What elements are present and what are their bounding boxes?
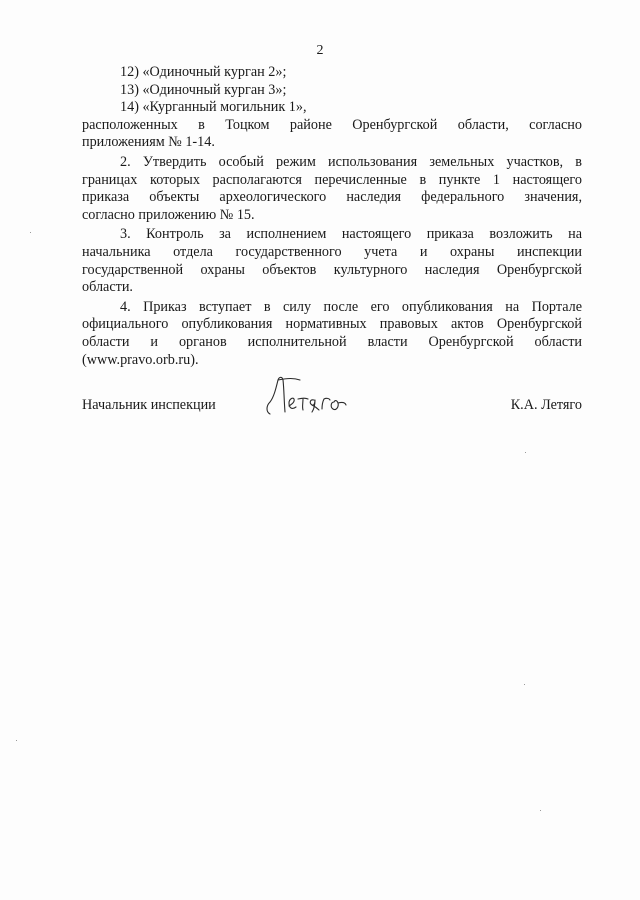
scan-speck [525, 452, 526, 453]
paragraph-2-line: 2. Утвердить особый режим использования земельных участков, в [120, 153, 582, 170]
scan-speck [524, 684, 525, 685]
paragraph-3-line: 3. Контроль за исполнением настоящего приказа возложить на [120, 226, 582, 243]
paragraph-4-line: области и органов исполнительной власти Оренбургской области [82, 333, 582, 350]
paragraph-4-line: официального опубликования нормативных правовых актов Оренбургской [82, 316, 582, 333]
scan-speck [16, 740, 17, 741]
scan-speck [30, 232, 31, 233]
paragraph-4-line: (www.pravo.orb.ru). [82, 351, 199, 368]
paragraph-3-line: начальника отдела государственного учета и охраны инспекции [82, 243, 582, 260]
page-number: 2 [316, 43, 324, 58]
paragraph-3-line: области. [82, 279, 133, 296]
scan-speck [540, 810, 541, 811]
location-line: расположенных в Тоцком районе Оренбургской области, согласно [82, 116, 582, 133]
paragraph-3-line: государственной охраны объектов культурного наследия Оренбургской [82, 261, 582, 278]
signature-row [82, 396, 582, 420]
location-line: приложениям № 1-14. [82, 134, 215, 151]
paragraph-2-line: границах которых располагаются перечисленные в пункте 1 настоящего [82, 171, 582, 188]
list-item: 13) «Одиночный курган 3»; [120, 81, 287, 98]
signatory-position: Начальник инспекции [82, 397, 216, 413]
paragraph-2-line: приказа объекты археологического наследия федерального значения, [82, 189, 582, 206]
paragraph-2-line: согласно приложению № 15. [82, 206, 255, 223]
signatory-name: К.А. Летяго [510, 397, 582, 413]
paragraph-4-line: 4. Приказ вступает в силу после его опубликования на Портале [120, 298, 582, 315]
list-item: 12) «Одиночный курган 2»; [120, 64, 287, 80]
document-body [82, 64, 582, 369]
list-item: 14) «Курганный могильник 1», [120, 99, 307, 116]
